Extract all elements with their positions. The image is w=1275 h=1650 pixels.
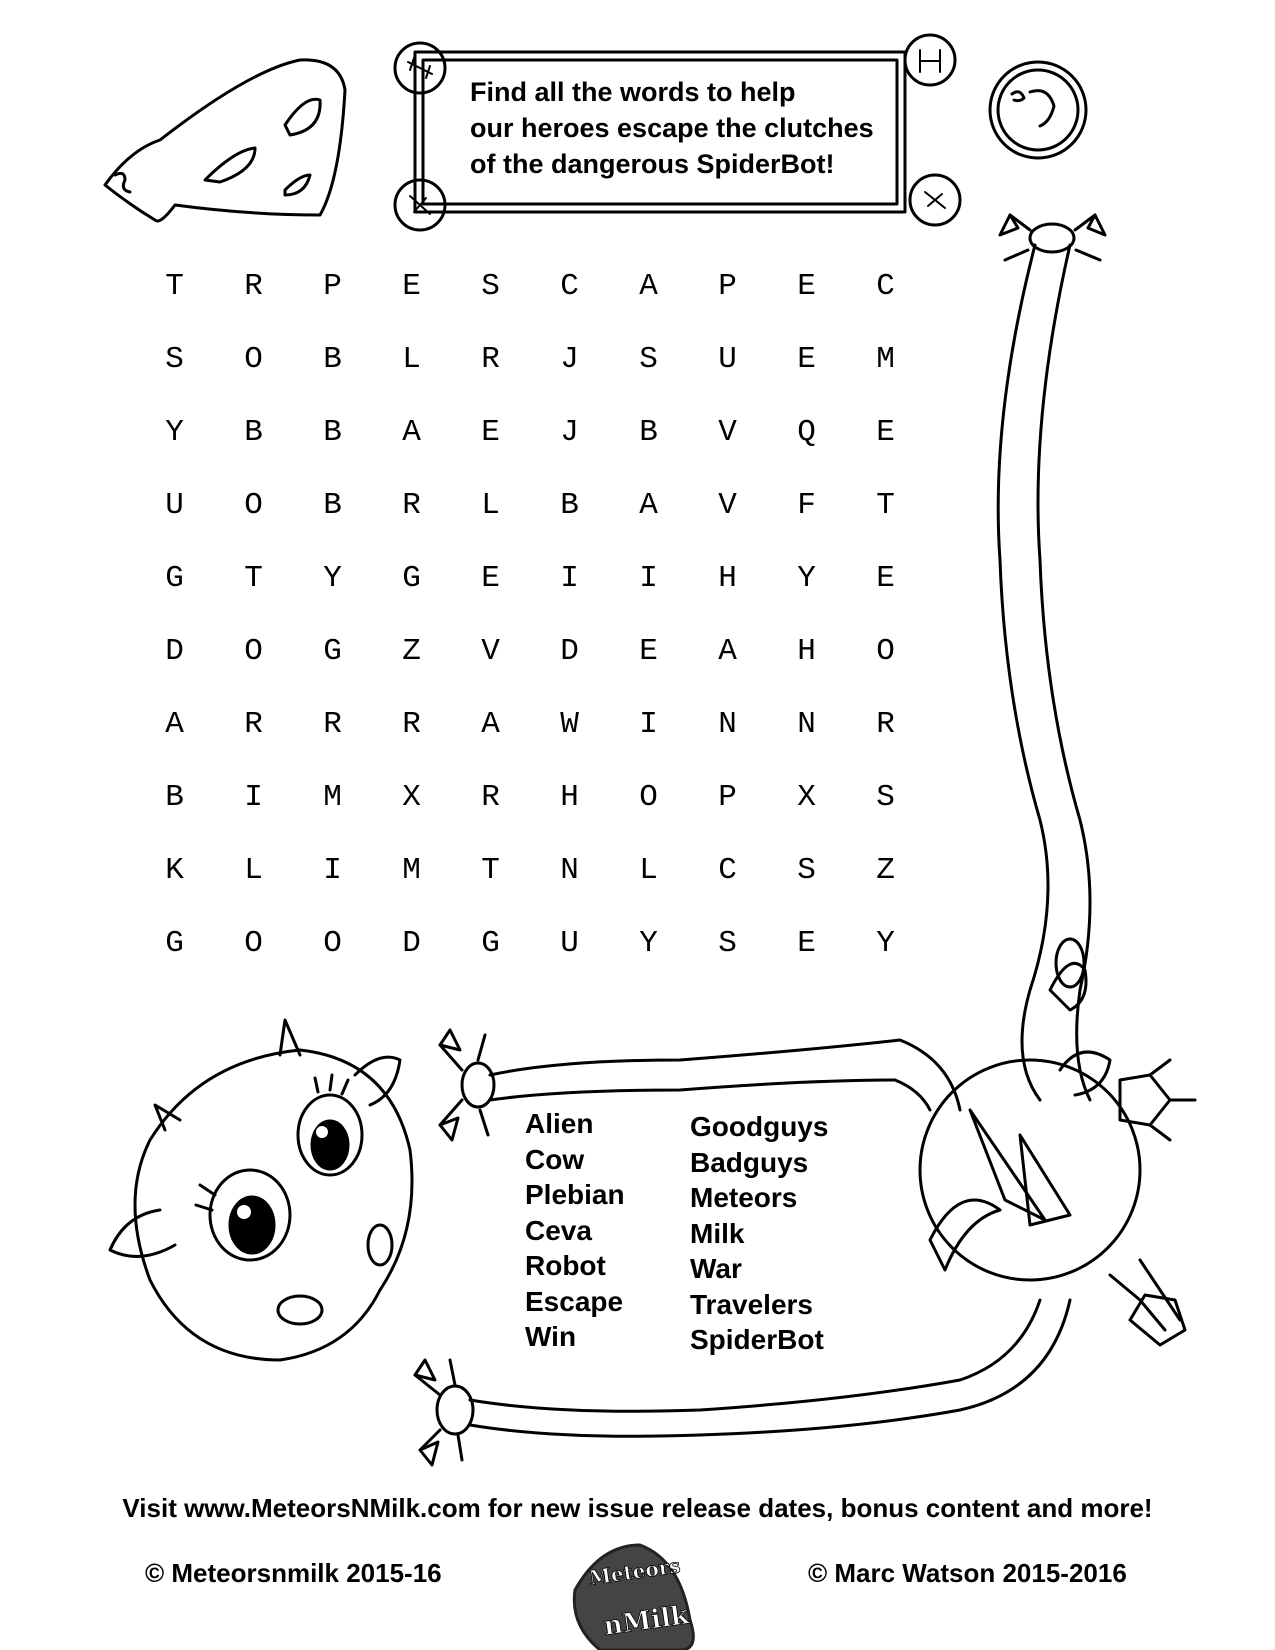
grid-row [135,907,925,980]
grid-row [135,688,925,761]
spiderbot-body [920,1052,1195,1345]
grid-letter: O [639,780,658,815]
grid-letter: B [639,415,658,450]
grid-letter: I [639,707,658,742]
grid-letter: N [797,707,816,742]
grid-letter: S [797,853,816,888]
grid-letter: E [481,561,500,596]
copyright-left: © Meteorsnmilk 2015-16 [145,1558,442,1588]
grid-letter: D [560,634,579,669]
grid-letter: T [165,269,184,304]
grid-row [135,542,925,615]
grid-letter: H [560,780,579,815]
grid-row [135,323,925,396]
grid-letter: N [718,707,737,742]
grid-letter: E [876,415,895,450]
grid-letter: Y [797,561,816,596]
copyright-right: © Marc Watson 2015-2016 [808,1558,1127,1588]
grid-letter: J [560,342,579,377]
grid-letter: O [323,926,342,961]
word-list-item: War [690,1253,742,1284]
grid-letter: T [876,488,895,523]
grid-letter: O [244,634,263,669]
word-list-item: Robot [525,1250,606,1281]
grid-letter: V [481,634,500,669]
grid-letter: G [165,926,184,961]
grid-letter: X [402,780,421,815]
word-list-item: Badguys [690,1146,809,1178]
grid-letter: M [323,780,342,815]
word-list-right [690,1109,828,1358]
grid-letter: Y [639,926,658,961]
grid-letter: L [244,853,263,888]
word-search-grid [135,250,925,980]
word-list-item: Meteors [690,1182,798,1213]
grid-letter: G [481,926,500,961]
word-list-item: Cow [525,1143,585,1175]
website-promo-text: Visit www.MeteorsNMilk.com for new issue release dates, bonus content and more! [122,1493,1153,1523]
spaceship-illustration [105,60,345,221]
grid-letter: M [402,853,421,888]
word-list-item: Plebian [525,1179,625,1210]
grid-letter: I [244,780,263,815]
grid-letter: U [560,926,579,961]
grid-row [135,469,925,542]
grid-letter: K [165,853,184,888]
grid-letter: C [718,853,737,888]
word-list-item: Win [525,1321,577,1352]
grid-letter: L [639,853,658,888]
grid-letter: I [560,561,579,596]
grid-letter: A [718,634,737,669]
grid-letter: F [797,488,816,523]
grid-letter: Q [797,415,816,450]
grid-letter: R [481,780,500,815]
spiderbot-tentacle [998,215,1105,1100]
instructions-line-3: of the dangerous SpiderBot! [470,149,835,179]
grid-letter: O [244,488,263,523]
grid-letter: H [718,561,737,596]
word-list-left [525,1106,625,1355]
word-list-item: Milk [690,1217,745,1249]
grid-row [135,761,925,834]
grid-letter: G [402,561,421,596]
grid-letter: W [560,707,579,742]
grid-letter: I [323,853,342,888]
grid-letter: E [876,561,895,596]
grid-letter: L [481,488,500,523]
grid-letter: A [639,488,658,523]
grid-letter: U [165,488,184,523]
grid-letter: B [165,780,184,815]
grid-letter: T [481,853,500,888]
grid-letter: B [323,415,342,450]
cow-character [110,1020,412,1360]
grid-row [135,396,925,469]
grid-letter: A [165,707,184,742]
grid-letter: H [797,634,816,669]
grid-letter: S [481,269,500,304]
grid-letter: E [402,269,421,304]
grid-row [135,615,925,688]
grid-row [135,834,925,907]
grid-letter: R [481,342,500,377]
instructions-line-2: our heroes escape the clutches [470,113,874,143]
grid-letter: Y [165,415,184,450]
grid-letter: L [402,342,421,377]
grid-letter: S [876,780,895,815]
grid-letter: C [560,269,579,304]
word-list-item: Alien [525,1108,594,1139]
grid-letter: B [323,488,342,523]
grid-letter: R [876,707,895,742]
grid-letter: V [718,488,737,523]
grid-letter: J [560,415,579,450]
grid-letter: D [165,634,184,669]
grid-letter: P [718,269,737,304]
grid-letter: P [323,269,342,304]
grid-letter: O [876,634,895,669]
grid-letter: G [323,634,342,669]
grid-letter: O [244,342,263,377]
grid-letter: R [244,269,263,304]
word-list-item: SpiderBot [690,1324,824,1355]
grid-letter: R [323,707,342,742]
grid-letter: Y [876,926,895,961]
orb-illustration [990,62,1086,158]
grid-letter: N [560,853,579,888]
instructions-banner [470,74,920,182]
grid-row [135,250,925,323]
grid-letter: R [244,707,263,742]
grid-letter: R [402,488,421,523]
word-list-item: Escape [525,1285,624,1317]
meteorsnmilk-logo [575,1540,725,1650]
logo-text-top: Meteors [587,1553,682,1590]
grid-letter: V [718,415,737,450]
grid-letter: I [639,561,658,596]
grid-letter: D [402,926,421,961]
grid-letter: S [639,342,658,377]
grid-letter: B [323,342,342,377]
word-list-item: Goodguys [690,1111,829,1142]
grid-letter: S [165,342,184,377]
grid-letter: B [560,488,579,523]
grid-letter: C [876,269,895,304]
grid-letter: E [797,269,816,304]
grid-letter: T [244,561,263,596]
grid-letter: E [797,342,816,377]
grid-letter: Z [402,634,421,669]
grid-letter: P [718,780,737,815]
grid-letter: E [481,415,500,450]
grid-letter: Z [876,853,895,888]
word-list-item: Travelers [690,1288,813,1320]
word-list-item: Ceva [525,1214,592,1246]
grid-letter: X [797,780,816,815]
logo-text-bottom: nMilk [601,1600,691,1642]
grid-letter: A [481,707,500,742]
grid-letter: Y [323,561,342,596]
grid-letter: O [244,926,263,961]
grid-letter: M [876,342,895,377]
grid-letter: S [718,926,737,961]
grid-letter: A [402,415,421,450]
grid-letter: A [639,269,658,304]
grid-letter: G [165,561,184,596]
grid-letter: R [402,707,421,742]
grid-letter: E [639,634,658,669]
grid-letter: B [244,415,263,450]
grid-letter: U [718,342,737,377]
grid-letter: E [797,926,816,961]
instructions-line-1: Find all the words to help [470,77,796,107]
